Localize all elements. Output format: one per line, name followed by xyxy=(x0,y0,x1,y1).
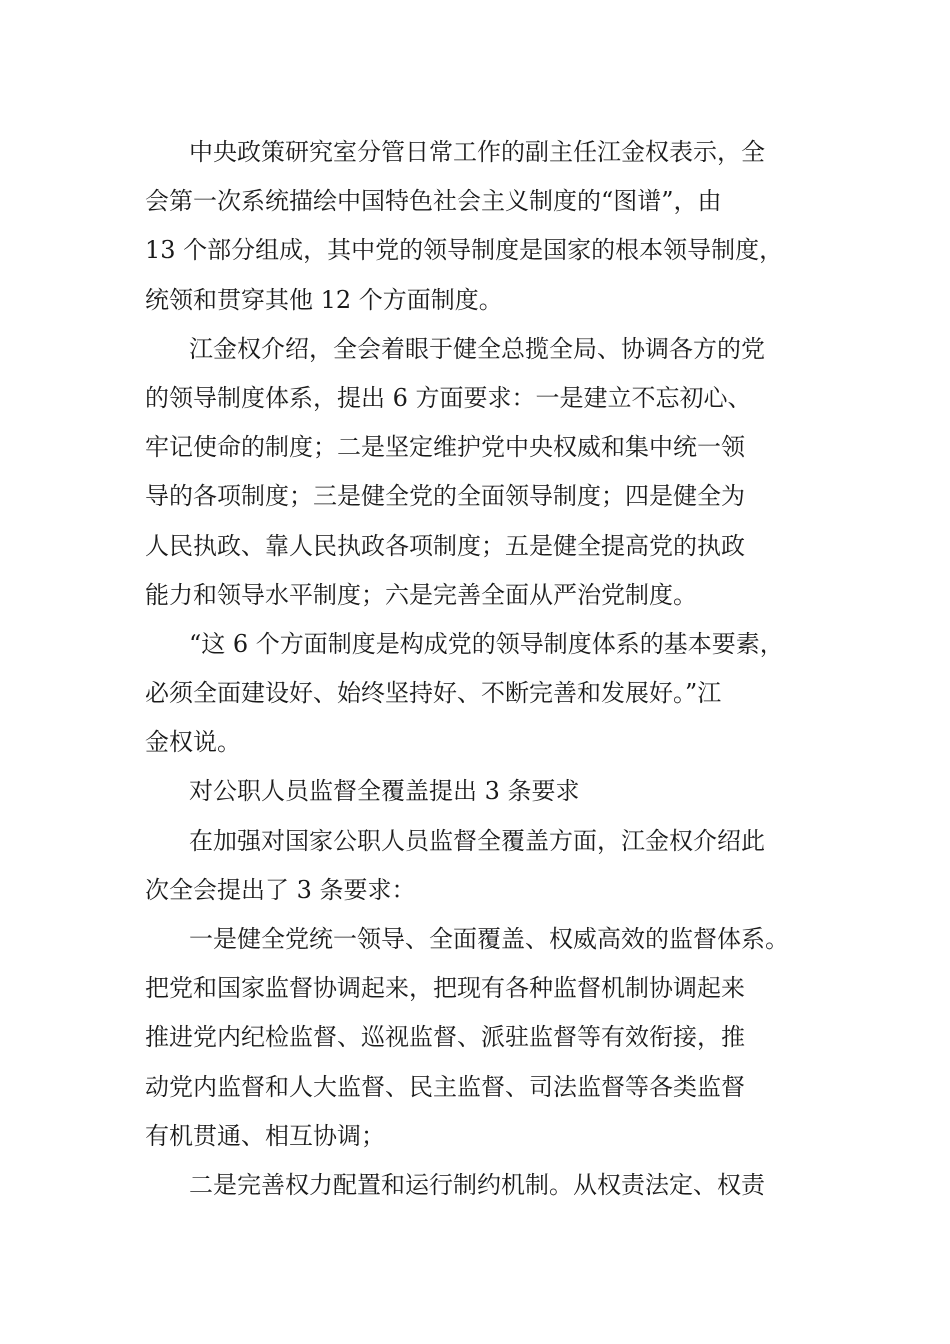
paragraph-5 xyxy=(145,817,825,915)
document-page xyxy=(145,128,825,1210)
text-line: 有机贯通、相互协调； xyxy=(145,1121,385,1150)
text-line: 金权说。 xyxy=(145,728,241,757)
text-line: 动党内监督和人大监督、民主监督、司法监督等各类监督 xyxy=(145,1072,745,1101)
text-line: 推进党内纪检监督、巡视监督、派驻监督等有效衔接，推 xyxy=(145,1023,745,1052)
text-line: 中央政策研究室分管日常工作的副主任江金权表示，全 xyxy=(189,138,765,166)
text-line: 对公职人员监督全覆盖提出 3 条要求 xyxy=(189,777,580,806)
text-line: 13 个部分组成，其中党的领导制度是国家的根本领导制度， xyxy=(145,236,784,265)
text-line: 二是完善权力配置和运行制约机制。从权责法定、权责 xyxy=(189,1170,765,1199)
section-heading xyxy=(145,767,825,816)
text-line: 江金权介绍，全会着眼于健全总揽全局、协调各方的党 xyxy=(189,334,765,363)
paragraph-6 xyxy=(145,915,825,1161)
text-line: 一是健全党统一领导、全面覆盖、权威高效的监督体系。 xyxy=(189,925,789,953)
text-line: 人民执政、靠人民执政各项制度；五是健全提高党的执政 xyxy=(145,531,745,560)
text-line: “这 6 个方面制度是构成党的领导制度体系的基本要素， xyxy=(189,629,784,658)
text-line: 能力和领导水平制度；六是完善全面从严治党制度。 xyxy=(145,580,697,609)
text-line: 牢记使命的制度；二是坚定维护党中央权威和集中统一领 xyxy=(145,433,745,462)
text-line: 必须全面建设好、始终坚持好、不断完善和发展好。”江 xyxy=(145,679,722,708)
text-line: 把党和国家监督协调起来，把现有各种监督机制协调起来 xyxy=(145,974,745,1003)
paragraph-7 xyxy=(145,1161,825,1210)
text-line: 统领和贯穿其他 12 个方面制度。 xyxy=(145,285,503,314)
text-line: 导的各项制度；三是健全党的全面领导制度；四是健全为 xyxy=(145,482,745,511)
paragraph-2 xyxy=(145,325,825,620)
text-line: 会第一次系统描绘中国特色社会主义制度的“图谱”，由 xyxy=(145,187,722,216)
text-line: 次全会提出了 3 条要求： xyxy=(145,875,416,904)
paragraph-1 xyxy=(145,128,825,325)
text-line: 在加强对国家公职人员监督全覆盖方面，江金权介绍此 xyxy=(189,826,765,855)
text-line: 的领导制度体系，提出 6 方面要求：一是建立不忘初心、 xyxy=(145,383,752,412)
paragraph-3 xyxy=(145,620,825,768)
